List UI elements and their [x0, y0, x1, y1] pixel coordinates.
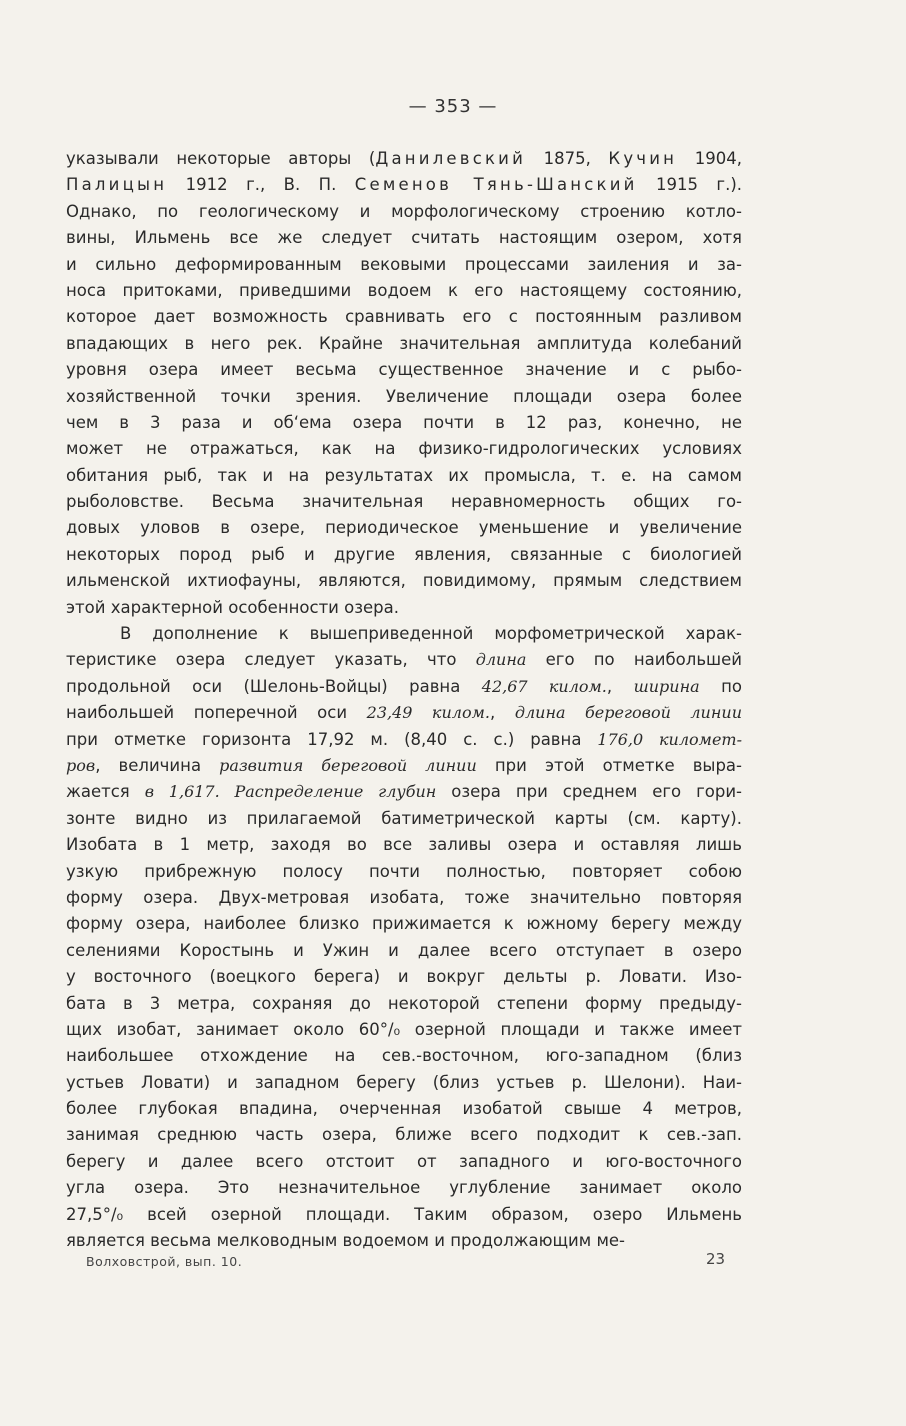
spaced-name: Палицын	[66, 175, 168, 195]
text-line	[66, 621, 742, 647]
text-line	[66, 885, 742, 911]
text-line	[66, 542, 742, 568]
text-run: ильменской ихтиофауны, являются, повидимому, прямым следствием	[66, 571, 742, 591]
text-run: теристике озера следует указать, что	[66, 650, 476, 670]
text-run: более глубокая впадина, очерченная изобатой свыше 4 метров,	[66, 1099, 742, 1119]
italic-text: 42,67 килом.	[481, 676, 607, 696]
text-run: Однако, по геологическому и морфологическому строению котло-	[66, 201, 742, 221]
text-run: , величина	[95, 755, 220, 775]
text-run: 1912 г., В. П.	[167, 175, 355, 195]
italic-text: длина	[475, 650, 527, 670]
text-line	[66, 1202, 742, 1228]
text-line	[66, 384, 742, 410]
text-line	[66, 489, 742, 515]
footer-signature-number: 23	[706, 1250, 726, 1268]
text-line	[66, 252, 742, 278]
text-run: указывали некоторые авторы (	[66, 149, 376, 168]
text-run: устьев Ловати) и западном берегу (близ устьев р. Шелони). Наи-	[66, 1072, 742, 1092]
text-run: жается	[66, 782, 145, 802]
text-line	[66, 436, 742, 462]
text-run: 1875,	[526, 149, 609, 168]
text-run: уровня озера имеет весьма существенное значение и с рыбо-	[66, 360, 742, 380]
text-line	[66, 753, 742, 779]
text-line	[66, 859, 742, 885]
spaced-name: Кучин	[608, 149, 678, 168]
text-line	[66, 463, 742, 489]
text-line	[66, 595, 742, 621]
text-run: впадающих в него рек. Крайне значительная амплитуда колебаний	[66, 333, 742, 353]
italic-text: развития береговой линии	[219, 755, 477, 775]
text-line	[66, 146, 742, 172]
text-line	[66, 1043, 742, 1069]
text-line	[66, 700, 742, 726]
text-line	[66, 938, 742, 964]
text-line	[66, 674, 742, 700]
text-run: некоторых пород рыб и другие явления, связанные с биологией	[66, 544, 742, 564]
text-line	[66, 727, 742, 753]
text-run: является весьма мелководным водоемом и продолжающим ме-	[66, 1231, 626, 1251]
text-line	[66, 1149, 742, 1175]
text-run: рыболовстве. Весьма значительная неравномерность общих го-	[66, 492, 742, 512]
text-run: угла озера. Это незначительное углубление занимает около	[66, 1178, 742, 1198]
text-line	[66, 304, 742, 330]
text-run: обитания рыб, так и на результатах их промысла, т. е. на самом	[66, 465, 742, 485]
text-line	[66, 1017, 742, 1043]
text-run: которое дает возможность сравнивать его с постоянным разливом	[66, 307, 742, 327]
italic-text: ширина	[633, 676, 700, 696]
text-run: озера при среднем его гори-	[436, 782, 742, 802]
text-run: 1915 г.).	[637, 175, 742, 195]
text-run: В дополнение к вышеприведенной морфометрической харак-	[120, 624, 742, 644]
text-line	[66, 1175, 742, 1201]
text-run: занимая среднюю часть озера, ближе всего подходит к сев.-зап.	[66, 1125, 742, 1145]
text-line	[66, 911, 742, 937]
text-line	[66, 568, 742, 594]
spaced-name: Семенов Тянь-Шанский	[354, 175, 638, 195]
text-run: 27,5°/₀ всей озерной площади. Таким образом, озеро Ильмень	[66, 1204, 742, 1224]
text-line	[66, 964, 742, 990]
text-run: при этой отметке выра-	[476, 755, 742, 775]
text-line	[66, 410, 742, 436]
paragraph	[66, 146, 742, 621]
italic-text: ров	[66, 755, 96, 775]
footer-series-title: Волховстрой, вып. 10.	[86, 1254, 243, 1269]
text-line	[66, 991, 742, 1017]
text-run: по	[699, 676, 742, 696]
text-line	[66, 515, 742, 541]
body-text	[66, 146, 742, 1254]
text-line	[66, 1070, 742, 1096]
spaced-name: Данилевский	[375, 149, 526, 168]
text-run: чем в 3 раза и об‘ема озера почти в 12 раз, конечно, не	[66, 412, 742, 432]
text-line	[66, 172, 742, 198]
italic-text: в 1,617. Распределение глубин	[144, 782, 437, 802]
text-line	[66, 1228, 742, 1254]
text-run: его по наибольшей	[526, 650, 742, 670]
text-run: продольной оси (Шелонь-Войцы) равна	[66, 676, 482, 696]
text-run: при отметке горизонта 17,92 м. (8,40 с. с.) равна	[66, 729, 598, 749]
italic-text: длина береговой линии	[514, 703, 742, 723]
text-line	[66, 199, 742, 225]
text-line	[66, 331, 742, 357]
text-line	[66, 1122, 742, 1148]
italic-text: 176,0 километ-	[597, 729, 742, 749]
paragraph	[66, 621, 742, 1254]
text-run: вины, Ильмень все же следует считать настоящим озером, хотя	[66, 228, 742, 248]
text-run: берегу и далее всего отстоит от западного и юго-восточного	[66, 1151, 742, 1171]
text-run: узкую прибрежную полосу почти полностью, повторяет собою	[66, 861, 742, 881]
page-number: — 353 —	[408, 96, 498, 117]
text-run: 1904,	[677, 149, 742, 168]
text-run: наибольшее отхождение на сев.-восточном, юго-западном (близ	[66, 1046, 742, 1066]
text-run: Изобата в 1 метр, заходя во все заливы озера и оставляя лишь	[66, 835, 742, 855]
italic-text: 23,49 килом.	[366, 703, 490, 723]
text-run: форму озера, наиболее близко прижимается к южному берегу между	[66, 914, 742, 934]
text-line	[66, 278, 742, 304]
text-run: может не отражаться, как на физико-гидрологических условиях	[66, 439, 742, 459]
text-run: зонте видно из прилагаемой батиметрической карты (см. карту).	[66, 808, 742, 828]
text-run: бата в 3 метра, сохраняя до некоторой степени форму предыду-	[66, 993, 742, 1013]
text-run: щих изобат, занимает около 60°/₀ озерной площади и также имеет	[66, 1019, 742, 1039]
text-run: форму озера. Двух-метровая изобата, тоже значительно повторяя	[66, 887, 742, 907]
text-line	[66, 806, 742, 832]
text-run: этой характерной особенности озера.	[66, 597, 400, 617]
text-line	[66, 357, 742, 383]
text-line	[66, 1096, 742, 1122]
text-run: селениями Коростынь и Ужин и далее всего отступает в озеро	[66, 940, 742, 960]
text-run: ,	[606, 676, 634, 696]
text-line	[66, 647, 742, 673]
text-run: у восточного (воецкого берега) и вокруг дельты р. Ловати. Изо-	[66, 967, 742, 987]
text-run: довых уловов в озере, периодическое уменьшение и увеличение	[66, 518, 742, 538]
text-run: наибольшей поперечной оси	[66, 703, 367, 723]
text-run: хозяйственной точки зрения. Увеличение площади озера более	[66, 386, 742, 406]
text-run: ,	[489, 703, 515, 723]
text-run: носа притоками, приведшими водоем к его настоящему состоянию,	[66, 280, 742, 300]
text-line	[66, 832, 742, 858]
text-run: и сильно деформированным вековыми процессами заиления и за-	[66, 254, 742, 274]
text-line	[66, 779, 742, 805]
text-line	[66, 225, 742, 251]
